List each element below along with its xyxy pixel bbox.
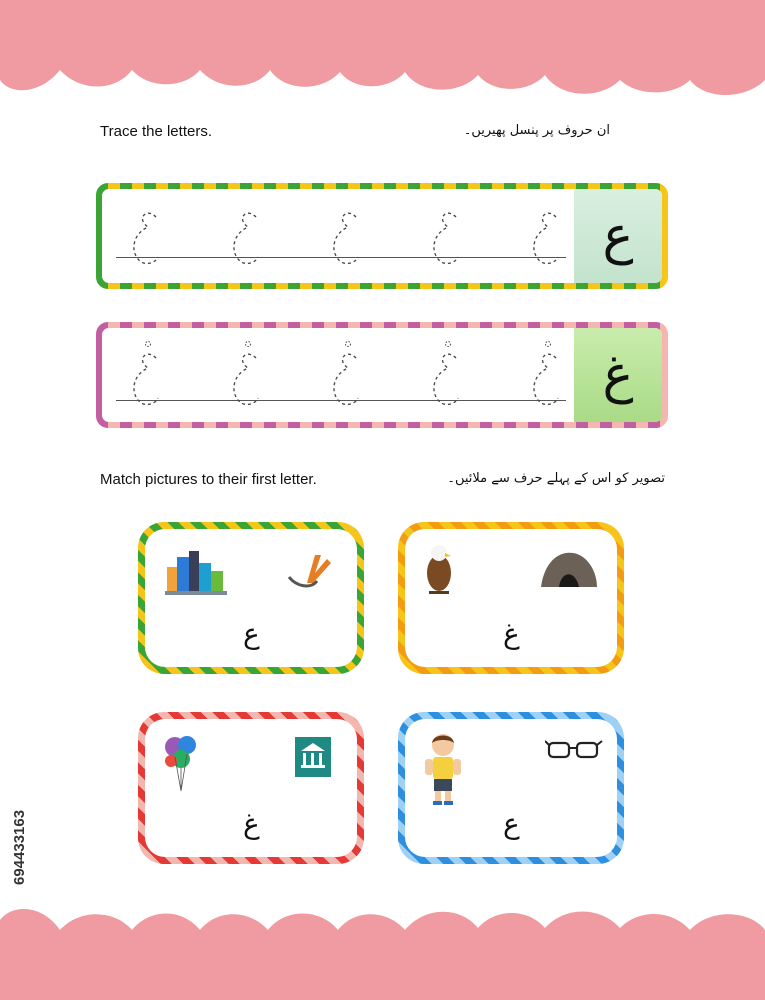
top-cloud-border (0, 0, 765, 110)
dotted-ghain (318, 336, 370, 408)
eagle-icon (421, 543, 457, 595)
dotted-ain (318, 197, 370, 269)
glasses-icon (545, 737, 603, 761)
trace-row-ghain (96, 322, 668, 428)
dotted-ghain (218, 336, 270, 408)
dotted-ain (418, 197, 470, 269)
letter-tile: غ (574, 328, 662, 422)
match-card (138, 712, 364, 864)
dotted-ain (118, 197, 170, 269)
svg-text:694433163: 694433163 (11, 809, 28, 885)
stock-id (4, 765, 32, 885)
trace-instruction-urdu: ان حروف پر پنسل پھیریں۔ (463, 123, 610, 138)
dotted-ain (518, 197, 570, 269)
slingshot-icon (285, 551, 331, 597)
dotted-ghain (118, 336, 170, 408)
boy-icon (423, 731, 463, 807)
dotted-ain (218, 197, 270, 269)
match-card (398, 522, 624, 674)
match-instruction-urdu: تصویر کو اس کے پہلے حرف سے ملائیں۔ (447, 471, 665, 486)
card-letter: ع (243, 617, 260, 650)
cave-icon (539, 549, 599, 589)
city-buildings-icon (165, 549, 227, 595)
match-instruction: Match pictures to their first letter. (100, 471, 317, 488)
dotted-ghain (418, 336, 470, 408)
bottom-cloud-border (0, 890, 765, 1000)
trace-instruction: Trace the letters. (100, 123, 212, 140)
bank-building-icon (295, 737, 331, 777)
card-letter: ع (503, 807, 520, 840)
match-card (138, 522, 364, 674)
letter-tile: ع (574, 189, 662, 283)
balloons-icon (161, 733, 201, 793)
dotted-ghain (518, 336, 570, 408)
card-letter: غ (503, 617, 520, 650)
trace-row-ain (96, 183, 668, 289)
card-letter: غ (243, 807, 260, 840)
match-card (398, 712, 624, 864)
